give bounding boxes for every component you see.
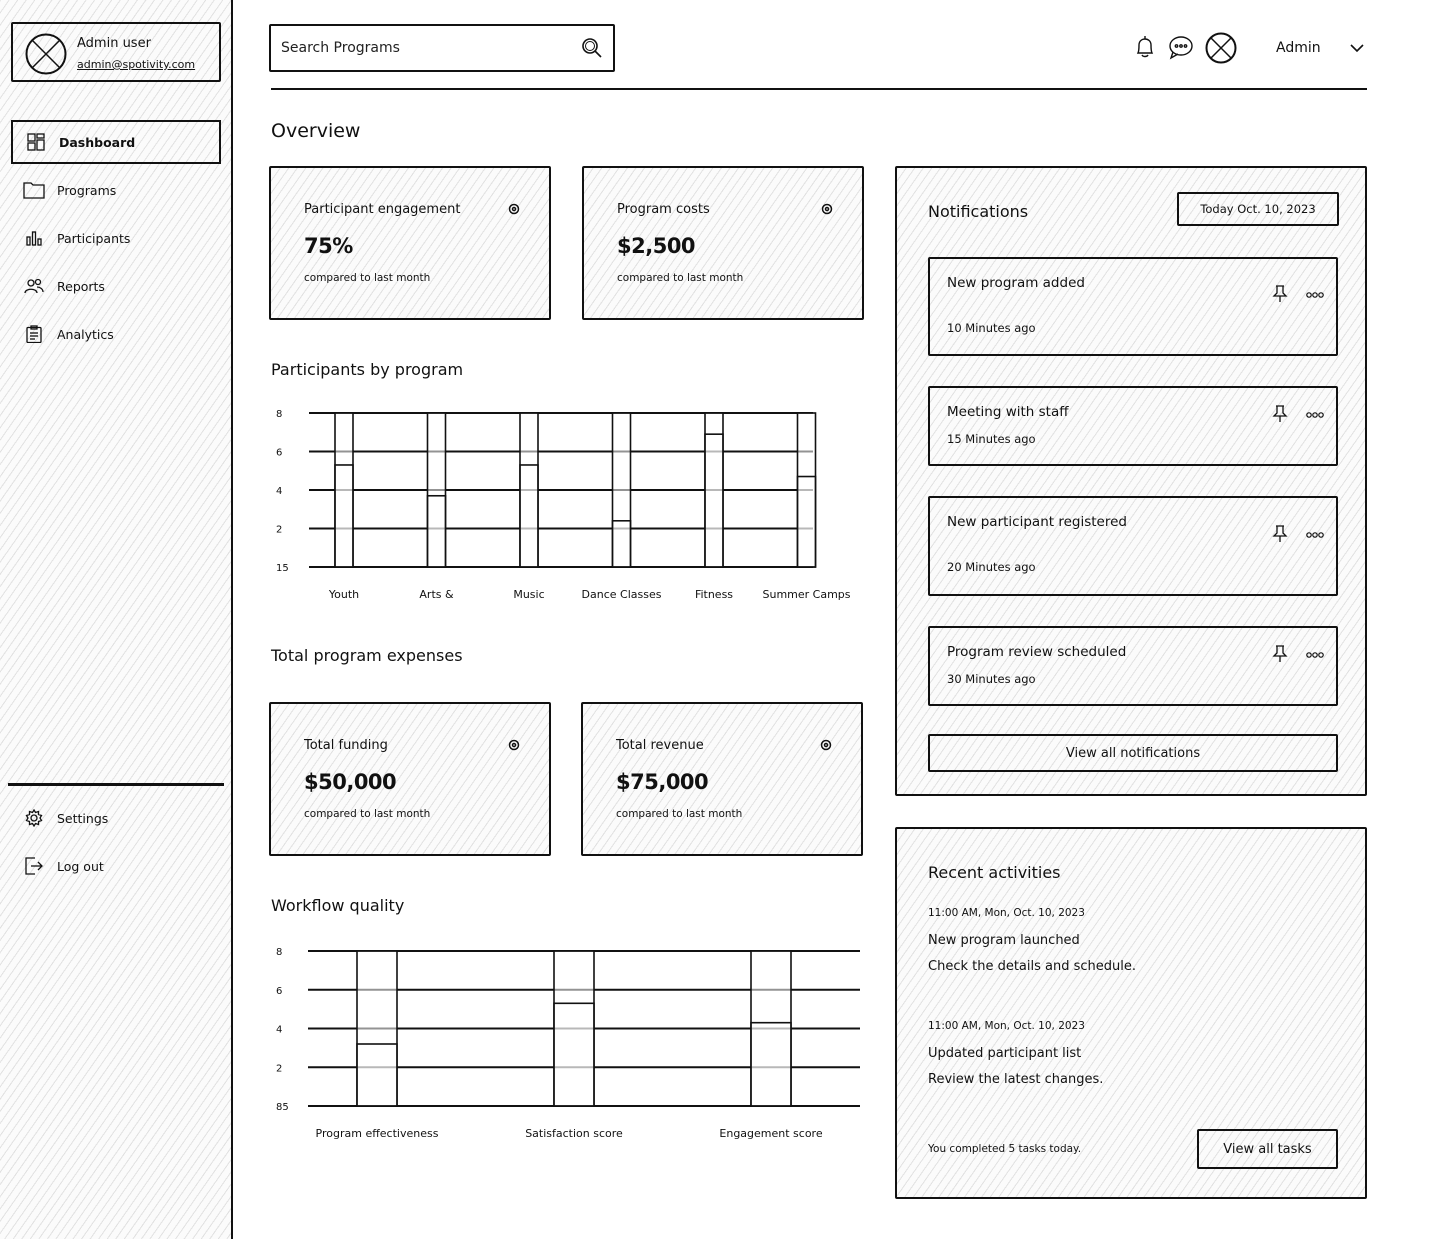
avatar [25, 33, 67, 75]
tasks-summary: You completed 5 tasks today. [928, 1143, 1082, 1155]
sidebar-item-dashboard[interactable] [11, 120, 221, 164]
kpi-card-program-costs [582, 166, 864, 320]
sidebar-item-participants[interactable] [11, 216, 221, 260]
header-avatar[interactable] [1205, 32, 1237, 64]
bar [554, 1003, 594, 1106]
bar-chart-icon [23, 227, 45, 249]
x-tick-label: Summer Camps [762, 588, 851, 601]
x-tick-label: Youth [328, 588, 360, 601]
sidebar-item-label: Log out [57, 858, 104, 874]
user-name: Admin user [77, 36, 151, 51]
kpi-card-revenue [581, 702, 863, 856]
logout-icon [23, 855, 45, 877]
user-card[interactable] [11, 22, 221, 82]
sidebar-item-logout[interactable] [11, 844, 221, 888]
notification-time: 30 Minutes ago [947, 672, 1036, 686]
gear-icon [23, 807, 45, 829]
search-box[interactable] [269, 24, 615, 72]
user-menu-label[interactable]: Admin [1276, 40, 1321, 56]
kpi-value: $75,000 [616, 770, 709, 794]
notifications-title: Notifications [928, 202, 1029, 221]
notification-title: Meeting with staff [947, 404, 1069, 420]
search-input[interactable] [281, 40, 581, 56]
bar [613, 521, 631, 567]
sidebar-item-label: Analytics [57, 326, 114, 342]
section-title-workflow: Workflow quality [271, 896, 405, 915]
kpi-value: $50,000 [304, 770, 397, 794]
y-tick-label: 6 [276, 447, 283, 459]
more-icon[interactable] [1306, 290, 1324, 300]
notification-title: New program added [947, 275, 1085, 291]
notification-time: 20 Minutes ago [947, 560, 1036, 574]
refresh-icon[interactable] [820, 202, 834, 216]
more-icon[interactable] [1306, 650, 1324, 660]
kpi-card-engagement [269, 166, 551, 320]
kpi-value: $2,500 [617, 234, 696, 258]
kpi-compare: compared to last month [304, 272, 431, 284]
kpi-value: 75% [304, 234, 353, 258]
section-title-expenses: Total program expenses [271, 646, 463, 665]
y-tick-label: 8 [276, 947, 283, 958]
more-icon[interactable] [1306, 530, 1324, 540]
notification-card[interactable] [928, 626, 1338, 706]
notification-time: 10 Minutes ago [947, 321, 1036, 335]
y-tick-label: 15 [276, 563, 289, 574]
y-tick-label: 2 [276, 1063, 283, 1075]
date-badge[interactable]: Today Oct. 10, 2023 [1177, 192, 1339, 226]
bar [428, 496, 446, 567]
x-tick-label: Dance Classes [581, 588, 662, 601]
more-icon[interactable] [1306, 410, 1324, 420]
sidebar-item-programs[interactable] [11, 168, 221, 212]
kpi-label: Total revenue [616, 738, 704, 753]
x-tick-label: Arts & [419, 588, 454, 601]
sidebar-item-label: Reports [57, 278, 105, 294]
activity-detail: Check the details and schedule. [928, 959, 1137, 974]
activities-title: Recent activities [928, 863, 1061, 882]
y-tick-label: 6 [276, 985, 283, 997]
view-all-tasks-button[interactable]: View all tasks [1197, 1129, 1338, 1169]
sidebar-item-settings[interactable] [11, 796, 221, 840]
x-tick-label: Music [513, 588, 545, 601]
notification-time: 15 Minutes ago [947, 432, 1036, 446]
bar [798, 477, 816, 567]
pin-icon[interactable] [1272, 285, 1288, 303]
activity-timestamp: 11:00 AM, Mon, Oct. 10, 2023 [928, 907, 1085, 919]
workflow-chart [268, 938, 868, 1148]
x-tick-label: Program effectiveness [315, 1127, 439, 1140]
bar [520, 465, 538, 567]
y-tick-label: 85 [276, 1102, 289, 1113]
pin-icon[interactable] [1272, 645, 1288, 663]
refresh-icon[interactable] [819, 738, 833, 752]
kpi-compare: compared to last month [617, 272, 744, 284]
bar [751, 1023, 791, 1106]
page-title: Overview [271, 120, 361, 142]
activity-timestamp: 11:00 AM, Mon, Oct. 10, 2023 [928, 1020, 1085, 1032]
notification-card[interactable] [928, 386, 1338, 466]
kpi-card-funding [269, 702, 551, 856]
recent-activities-panel [895, 827, 1367, 1199]
sidebar-item-reports[interactable] [11, 264, 221, 308]
bar [335, 465, 353, 567]
sidebar [0, 0, 233, 1239]
refresh-icon[interactable] [507, 738, 521, 752]
users-icon [23, 275, 45, 297]
kpi-label: Program costs [617, 202, 710, 217]
notification-card[interactable] [928, 257, 1338, 356]
sidebar-item-label: Dashboard [59, 134, 136, 150]
activity-detail: Review the latest changes. [928, 1072, 1104, 1087]
x-tick-label: Engagement score [719, 1127, 823, 1140]
sidebar-item-analytics[interactable] [11, 312, 221, 356]
notification-title: Program review scheduled [947, 644, 1127, 660]
activity-title: Updated participant list [928, 1046, 1082, 1061]
x-tick-label: Satisfaction score [525, 1127, 623, 1140]
refresh-icon[interactable] [507, 202, 521, 216]
clipboard-icon [23, 323, 45, 345]
pin-icon[interactable] [1272, 405, 1288, 423]
folder-icon [23, 179, 45, 201]
y-tick-label: 8 [276, 409, 283, 420]
y-tick-label: 4 [276, 1024, 283, 1036]
user-email-link[interactable]: admin@spotivity.com [77, 58, 196, 71]
chat-icon[interactable] [1168, 34, 1194, 60]
bar [357, 1044, 397, 1106]
sidebar-item-label: Programs [57, 182, 117, 198]
bell-icon[interactable] [1132, 34, 1158, 60]
sidebar-divider [8, 783, 224, 786]
header-divider [271, 88, 1367, 90]
dashboard-icon [25, 131, 47, 153]
activity-title: New program launched [928, 933, 1080, 948]
chevron-down-icon[interactable] [1349, 42, 1365, 54]
kpi-label: Total funding [304, 738, 388, 753]
kpi-compare: compared to last month [616, 808, 743, 820]
notifications-panel [895, 166, 1367, 796]
x-tick-label: Fitness [694, 588, 734, 601]
participants-chart [268, 400, 868, 610]
kpi-compare: compared to last month [304, 808, 431, 820]
notification-card[interactable] [928, 496, 1338, 596]
view-all-notifications-button[interactable]: View all notifications [928, 734, 1338, 772]
y-tick-label: 2 [276, 524, 283, 536]
y-tick-label: 4 [276, 486, 283, 497]
sidebar-item-label: Settings [57, 810, 109, 826]
pin-icon[interactable] [1272, 525, 1288, 543]
notification-title: New participant registered [947, 514, 1127, 530]
kpi-label: Participant engagement [304, 202, 461, 217]
section-title-participants: Participants by program [271, 360, 464, 379]
bar [705, 434, 723, 567]
search-icon[interactable] [581, 37, 603, 59]
sidebar-item-label: Participants [57, 230, 131, 246]
